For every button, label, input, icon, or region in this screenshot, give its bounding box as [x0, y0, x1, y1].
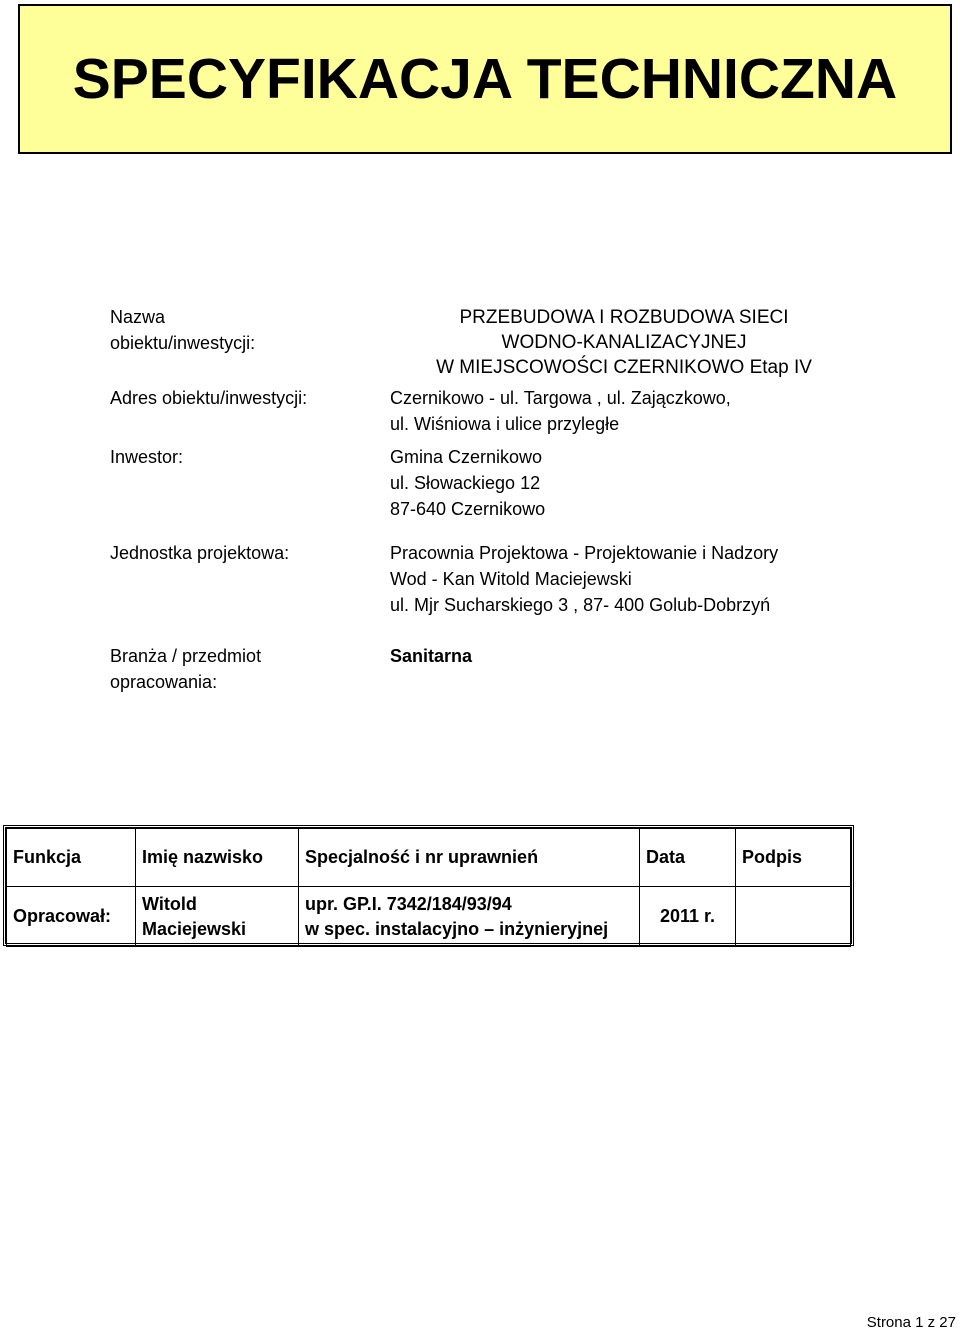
branch-label: Branża / przedmiot opracowania:: [110, 646, 262, 692]
branch-value: Sanitarna: [390, 646, 473, 666]
cell-name: Witold Maciejewski: [136, 887, 299, 947]
name-label: Nazwa obiektu/inwestycji:: [110, 307, 256, 353]
cell-specialty: upr. GP.I. 7342/184/93/94 w spec. instalacyjno – inżynieryjnej: [299, 887, 640, 947]
cell-signature: [736, 887, 851, 947]
header-name: Imię nazwisko: [136, 829, 299, 887]
page-number: Strona 1 z 27: [866, 1314, 956, 1331]
table-header-row: [7, 829, 851, 887]
signature-table: [3, 825, 854, 946]
document-title: SPECYFIKACJA TECHNICZNA: [72, 47, 898, 111]
name-value: PRZEBUDOWA I ROZBUDOWA SIECI WODNO-KANALIZACYJNEJ W MIEJSCOWOŚCI CZERNIKOWO Etap IV: [436, 307, 812, 378]
cell-date: 2011 r.: [640, 887, 736, 947]
address-value: Czernikowo - ul. Targowa , ul. Zajączkowo, ul. Wiśniowa i ulice przyległe: [390, 388, 731, 434]
header-date: Data: [640, 829, 736, 887]
address-label: Adres obiektu/inwestycji:: [110, 388, 308, 408]
design-unit-value: Pracownia Projektowa - Projektowanie i Nadzory Wod - Kan Witold Maciejewski ul. Mjr Sucharskiego 3 , 87- 400 Golub-Dobrzyń: [390, 543, 779, 615]
cell-function: Opracował:: [7, 887, 136, 947]
table-row: [7, 887, 851, 947]
investor-label: Inwestor:: [110, 447, 184, 467]
design-unit-label: Jednostka projektowa:: [110, 543, 290, 563]
header-specialty: Specjalność i nr uprawnień: [299, 829, 640, 887]
investor-value: Gmina Czernikowo ul. Słowackiego 12 87-640 Czernikowo: [390, 447, 546, 519]
header-signature: Podpis: [736, 829, 851, 887]
title-banner: [18, 4, 952, 154]
header-function: Funkcja: [7, 829, 136, 887]
